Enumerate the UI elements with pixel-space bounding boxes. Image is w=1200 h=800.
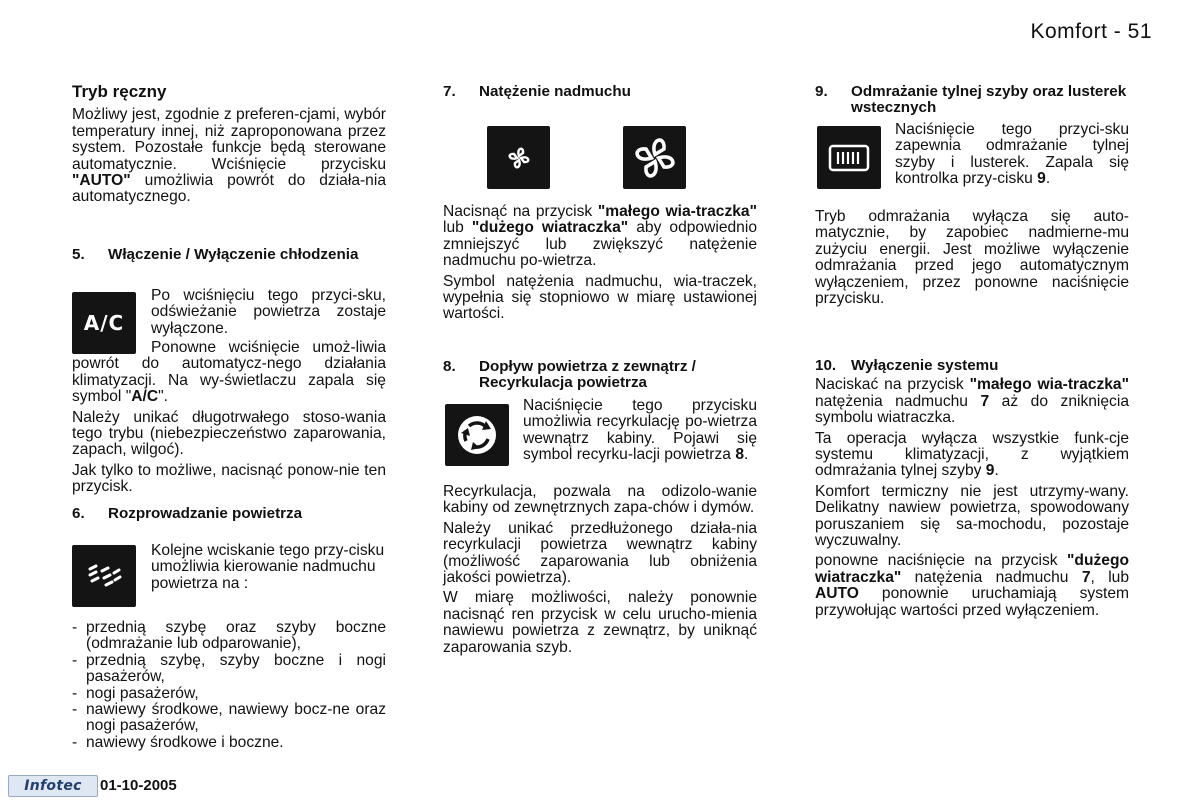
s7-p1e: aby odpowiednio zmniejszyć lub zwiększyć natężenie nadmuchu po-wietrza. xyxy=(443,219,757,270)
s8-p1b: 8 xyxy=(735,446,744,464)
section-5-heading xyxy=(72,247,386,263)
s9-p1c: . xyxy=(1045,170,1051,188)
s10-p1c: natężenia nadmuchu xyxy=(815,392,981,410)
section-6-heading xyxy=(72,506,386,522)
list-item: - przednią szybę, szyby boczne i nogi pasażerów, xyxy=(72,653,386,686)
s10-p4c: natężenia nadmuchu xyxy=(901,568,1082,586)
section-8-heading xyxy=(443,359,757,392)
list-item: - nogi pasażerów, xyxy=(72,686,386,702)
section-10 xyxy=(815,358,1129,619)
s7-p1a: Nacisnąć na przycisk xyxy=(443,203,598,220)
section-6-title: Rozprowadzanie powietrza xyxy=(108,505,303,522)
s5-p2b: A/C xyxy=(131,388,159,406)
recirculation-icon xyxy=(445,404,509,466)
intro-auto: "AUTO" xyxy=(72,172,131,190)
section-5-number: 5. xyxy=(72,246,85,263)
section-9-p2: Tryb odmrażania wyłącza się auto-matycznie, by zapobiec nadmierne-mu zużyciu energii. Jest możliwe wyłączenie odmrażania przed jego automatycznym wyłączeniem, przez ponowne naciśnięcie przycisku. xyxy=(815,208,1129,308)
s5-p2a: Ponowne wciśnięcie umoż-liwia powrót do automatycz-nego działania klimatyzacji. Na wy-świetlaczu zapala się symbol " xyxy=(72,339,386,406)
section-8 xyxy=(443,359,757,392)
section-5-p1 xyxy=(151,288,386,337)
section-5 xyxy=(72,247,386,263)
section-5-body xyxy=(72,340,386,496)
s10-p1d: 7 xyxy=(980,392,990,410)
section-5-p1-text: Po wciśnięciu tego przyci-sku, odświeżanie powietrza zostaje wyłączone. xyxy=(151,287,386,337)
section-6-list xyxy=(72,620,386,751)
section-8-p2: Recyrkulacja, pozwala na odizolo-wanie kabiny od zewnętrznych zapa-chów i dymów. xyxy=(443,483,757,517)
section-10-p2 xyxy=(815,431,1129,480)
footer-date: 01-10-2005 xyxy=(100,777,177,794)
section-6-p1-text: Kolejne wciskanie tego przy-cisku umożliwia kierowanie nadmuchu powietrza na : xyxy=(151,542,385,592)
section-9-heading xyxy=(815,84,1129,117)
section-8-body xyxy=(443,484,757,656)
section-8-number: 8. xyxy=(443,358,456,375)
s10-p4d: 7 xyxy=(1081,568,1091,586)
section-8-title: Dopływ powietrza z zewnątrz / Recyrkulacja powietrza xyxy=(479,358,696,392)
section-6-number: 6. xyxy=(72,505,85,522)
s10-p2a: Ta operacja wyłącza wszystkie funk-cje systemu klimatyzacji, z wyjątkiem odmrażania tylnej szyby xyxy=(815,429,1129,480)
s9-p1b: 9 xyxy=(1037,170,1046,188)
s7-p1d: "dużego wiatraczka" xyxy=(471,219,629,237)
list-item: - nawiewy środkowe i boczne. xyxy=(72,735,386,751)
section-6-p1 xyxy=(151,543,386,592)
intro-text-1: Możliwy jest, zgodnie z preferen-cjami, wybór temperatury innej, niż zaproponowana przez system. Pozostałe funkcje będą sterowane automatycznie. Wciśnięcie przycisku xyxy=(72,106,386,173)
s10-p4g: ponownie uruchamiają system przywołując wartości przed wyłączeniem. xyxy=(815,585,1129,619)
section-9-p1-text xyxy=(895,122,1129,188)
s10-p1a: Naciskać na przycisk xyxy=(815,376,970,394)
small-fan-icon xyxy=(487,126,550,189)
ac-label: A/C xyxy=(83,311,125,335)
section-10-p1 xyxy=(815,377,1129,426)
s5-p2c: ". xyxy=(158,388,168,406)
section-10-p4 xyxy=(815,553,1129,619)
section-8-p1-text xyxy=(523,398,757,464)
s7-p1b: "małego wia-traczka" xyxy=(597,203,757,220)
section-7 xyxy=(443,84,757,100)
section-9-number: 9. xyxy=(815,83,828,100)
manual-mode-title: Tryb ręczny xyxy=(72,82,167,101)
section-7-p1 xyxy=(443,204,757,270)
section-10-heading xyxy=(815,358,1129,374)
s10-p2b: 9 xyxy=(985,462,995,480)
section-7-p2: Symbol natężenia nadmuchu, wia-traczek, wypełnia się stopniowo w miarę ustawionej wartości. xyxy=(443,272,757,323)
section-9 xyxy=(815,84,1129,117)
section-7-title: Natężenie nadmuchu xyxy=(479,83,631,100)
air-distribution-icon xyxy=(72,545,136,607)
large-fan-icon xyxy=(623,126,686,189)
section-9-title: Odmrażanie tylnej szyby oraz lusterek wstecznych xyxy=(851,83,1127,117)
s10-p1b: "małego wia-traczka" xyxy=(969,376,1129,394)
infotec-logo: Infotec xyxy=(8,775,98,797)
s10-p4f: AUTO xyxy=(815,585,859,603)
s7-p1c: lub xyxy=(443,219,472,237)
page-header: Komfort - 51 xyxy=(1030,20,1152,43)
s10-p1e: aż do zniknięcia symbolu wiatraczka. xyxy=(815,392,1129,427)
section-7-heading xyxy=(443,84,757,100)
s10-p4e: , lub xyxy=(1090,568,1129,586)
list-item: - przednią szybę oraz szyby boczne (odmrażanie lub odparowanie), xyxy=(72,620,386,653)
section-5-p4: Jak tylko to możliwe, nacisnąć ponow-nie ten przycisk. xyxy=(72,461,386,496)
section-5-title: Włączenie / Wyłączenie chłodzenia xyxy=(108,246,359,263)
section-8-p1 xyxy=(523,398,757,464)
section-8-p4: W miarę możliwości, należy ponownie nacisnąć ren przycisk w celu urucho-mienia nawiewu powietrza z zewnątrz, by uniknąć zaparowania szyb. xyxy=(443,589,757,656)
section-6 xyxy=(72,506,386,522)
intro-text-2: umożliwia powrót do działa-nia automatycznego. xyxy=(72,172,386,206)
s10-p2c: . xyxy=(994,462,999,480)
rear-defrost-icon xyxy=(817,126,881,189)
section-10-p3: Komfort termiczny nie jest utrzymy-wany. Delikatny nawiew powietrza, spowodowany poruszaniem się sa-mochodu, pozostaje wyczuwalny. xyxy=(815,482,1129,550)
section-manual-mode xyxy=(72,84,386,206)
section-7-body xyxy=(443,204,757,323)
section-10-number: 10. xyxy=(815,357,837,374)
manual-mode-intro xyxy=(72,107,386,205)
section-8-p3: Należy unikać przedłużonego działa-nia recyrkulacji powietrza wewnątrz kabiny (możliwość zaparowania lub obniżenia jakości powietrza). xyxy=(443,519,757,587)
section-5-p2 xyxy=(72,340,386,406)
s10-p4b: "dużego wiatraczka" xyxy=(815,552,1129,586)
s8-p1c: . xyxy=(744,446,749,464)
section-10-title: Wyłączenie systemu xyxy=(851,357,999,374)
section-5-p3: Należy unikać długotrwałego stoso-wania tego trybu (niebezpieczeństwo zaparowania, zapach, wilgoć). xyxy=(72,408,386,459)
section-9-body xyxy=(815,209,1129,307)
s8-p1a: Naciśnięcie tego przycisku umożliwia recyrkulację po-wietrza wewnątrz kabiny. Pojawi się symbol recyrku-lacji powietrza xyxy=(523,397,757,464)
list-item: - nawiewy środkowe, nawiewy bocz-ne oraz nogi pasażerów, xyxy=(72,702,386,735)
s10-p4a: ponowne naciśnięcie na przycisk xyxy=(815,552,1068,570)
s9-p1a: Naciśnięcie tego przyci-sku zapewnia odmrażanie tylnej szyby i lusterek. Zapala się kontrolka przy-cisku xyxy=(895,121,1129,188)
section-9-p1 xyxy=(895,122,1129,188)
section-7-number: 7. xyxy=(443,83,456,100)
